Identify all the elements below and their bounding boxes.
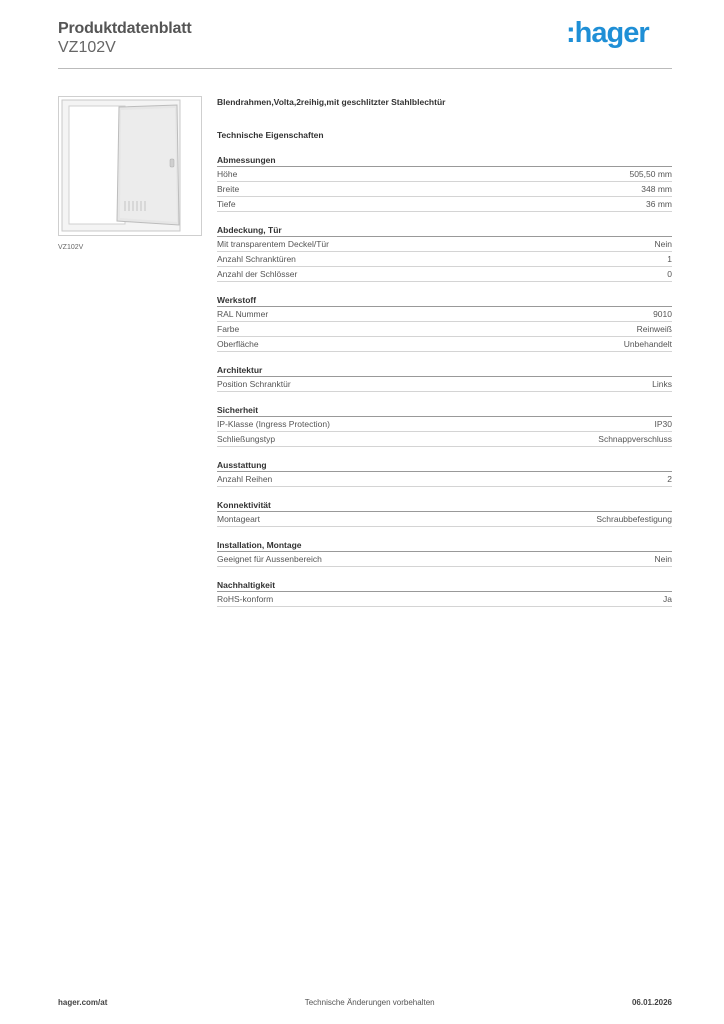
- spec-row: [217, 237, 672, 252]
- group-title: Konnektivität: [217, 499, 672, 512]
- spec-group-werkstoff: [217, 294, 672, 352]
- product-code: VZ102V: [58, 39, 116, 56]
- spec-label: Anzahl Schranktüren: [217, 254, 296, 264]
- spec-label: Mit transparentem Deckel/Tür: [217, 239, 329, 249]
- header-divider: [58, 68, 672, 69]
- spec-label: Montageart: [217, 514, 260, 524]
- image-caption: VZ102V: [58, 244, 84, 251]
- spec-label: Position Schranktür: [217, 379, 291, 389]
- spec-row: [217, 472, 672, 487]
- hager-logo: [566, 16, 658, 50]
- spec-group-sicherheit: [217, 404, 672, 447]
- group-title: Installation, Montage: [217, 539, 672, 552]
- spec-label: Oberfläche: [217, 339, 259, 349]
- spec-value: 36 mm: [646, 199, 672, 209]
- page-footer: [58, 998, 672, 1007]
- group-title: Nachhaltigkeit: [217, 579, 672, 592]
- spec-group-konnektivitaet: [217, 499, 672, 527]
- spec-row: [217, 592, 672, 607]
- document-title: Produktdatenblatt: [58, 20, 192, 37]
- spec-row: [217, 512, 672, 527]
- footer-notice: Technische Änderungen vorbehalten: [304, 998, 435, 1007]
- group-title: Architektur: [217, 364, 672, 377]
- spec-value: Schraubbefestigung: [596, 514, 672, 524]
- spec-value: Reinweiß: [636, 324, 672, 334]
- spec-row: [217, 337, 672, 352]
- spec-value: 2: [667, 474, 672, 484]
- spec-row: [217, 377, 672, 392]
- spec-value: Links: [652, 379, 672, 389]
- spec-label: Breite: [217, 184, 240, 194]
- spec-label: IP-Klasse (Ingress Protection): [217, 419, 330, 429]
- spec-value: 9010: [653, 309, 672, 319]
- spec-label: Schließungstyp: [217, 434, 276, 444]
- logo-text: :hager: [566, 17, 649, 49]
- document-header: [58, 20, 192, 57]
- spec-label: RAL Nummer: [217, 309, 269, 319]
- spec-label: Farbe: [217, 324, 240, 334]
- group-title: Werkstoff: [217, 294, 672, 307]
- spec-label: Tiefe: [217, 199, 236, 209]
- spec-value: 1: [667, 254, 672, 264]
- spec-row: [217, 267, 672, 282]
- spec-value: Ja: [663, 594, 672, 604]
- spec-row: [217, 552, 672, 567]
- spec-group-installation: [217, 539, 672, 567]
- spec-row: [217, 252, 672, 267]
- spec-group-abdeckung: [217, 224, 672, 282]
- spec-row: [217, 322, 672, 337]
- spec-label: Anzahl Reihen: [217, 474, 273, 484]
- spec-group-nachhaltigkeit: [217, 579, 672, 607]
- group-title: Sicherheit: [217, 404, 672, 417]
- footer-website-link[interactable]: hager.com/at: [58, 998, 108, 1007]
- group-title: Ausstattung: [217, 459, 672, 472]
- spec-value: Schnappverschluss: [598, 434, 672, 444]
- product-description: Blendrahmen,Volta,2reihig,mit geschlitzter Stahlblechtür: [217, 97, 446, 107]
- spec-label: RoHS-konform: [217, 594, 274, 604]
- spec-label: Geeignet für Aussenbereich: [217, 554, 322, 564]
- group-title: Abdeckung, Tür: [217, 224, 672, 237]
- spec-group-abmessungen: [217, 154, 672, 212]
- spec-value: Nein: [654, 554, 672, 564]
- section-title: Technische Eigenschaften: [217, 130, 324, 140]
- cabinet-frame-illustration: [59, 97, 201, 235]
- spec-value: 505,50 mm: [629, 169, 672, 179]
- spec-content: [217, 96, 672, 607]
- spec-value: Nein: [654, 239, 672, 249]
- spec-value: 348 mm: [641, 184, 672, 194]
- spec-row: [217, 167, 672, 182]
- spec-row: [217, 197, 672, 212]
- spec-value: 0: [667, 269, 672, 279]
- spec-group-ausstattung: [217, 459, 672, 487]
- group-title: Abmessungen: [217, 154, 672, 167]
- spec-row: [217, 417, 672, 432]
- spec-row: [217, 432, 672, 447]
- spec-value: Unbehandelt: [623, 339, 672, 349]
- spec-label: Anzahl der Schlösser: [217, 269, 298, 279]
- footer-date: 06.01.2026: [631, 998, 672, 1007]
- spec-label: Höhe: [217, 169, 238, 179]
- product-image: [58, 96, 202, 236]
- spec-row: [217, 182, 672, 197]
- spec-group-architektur: [217, 364, 672, 392]
- spec-value: IP30: [654, 419, 672, 429]
- spec-row: [217, 307, 672, 322]
